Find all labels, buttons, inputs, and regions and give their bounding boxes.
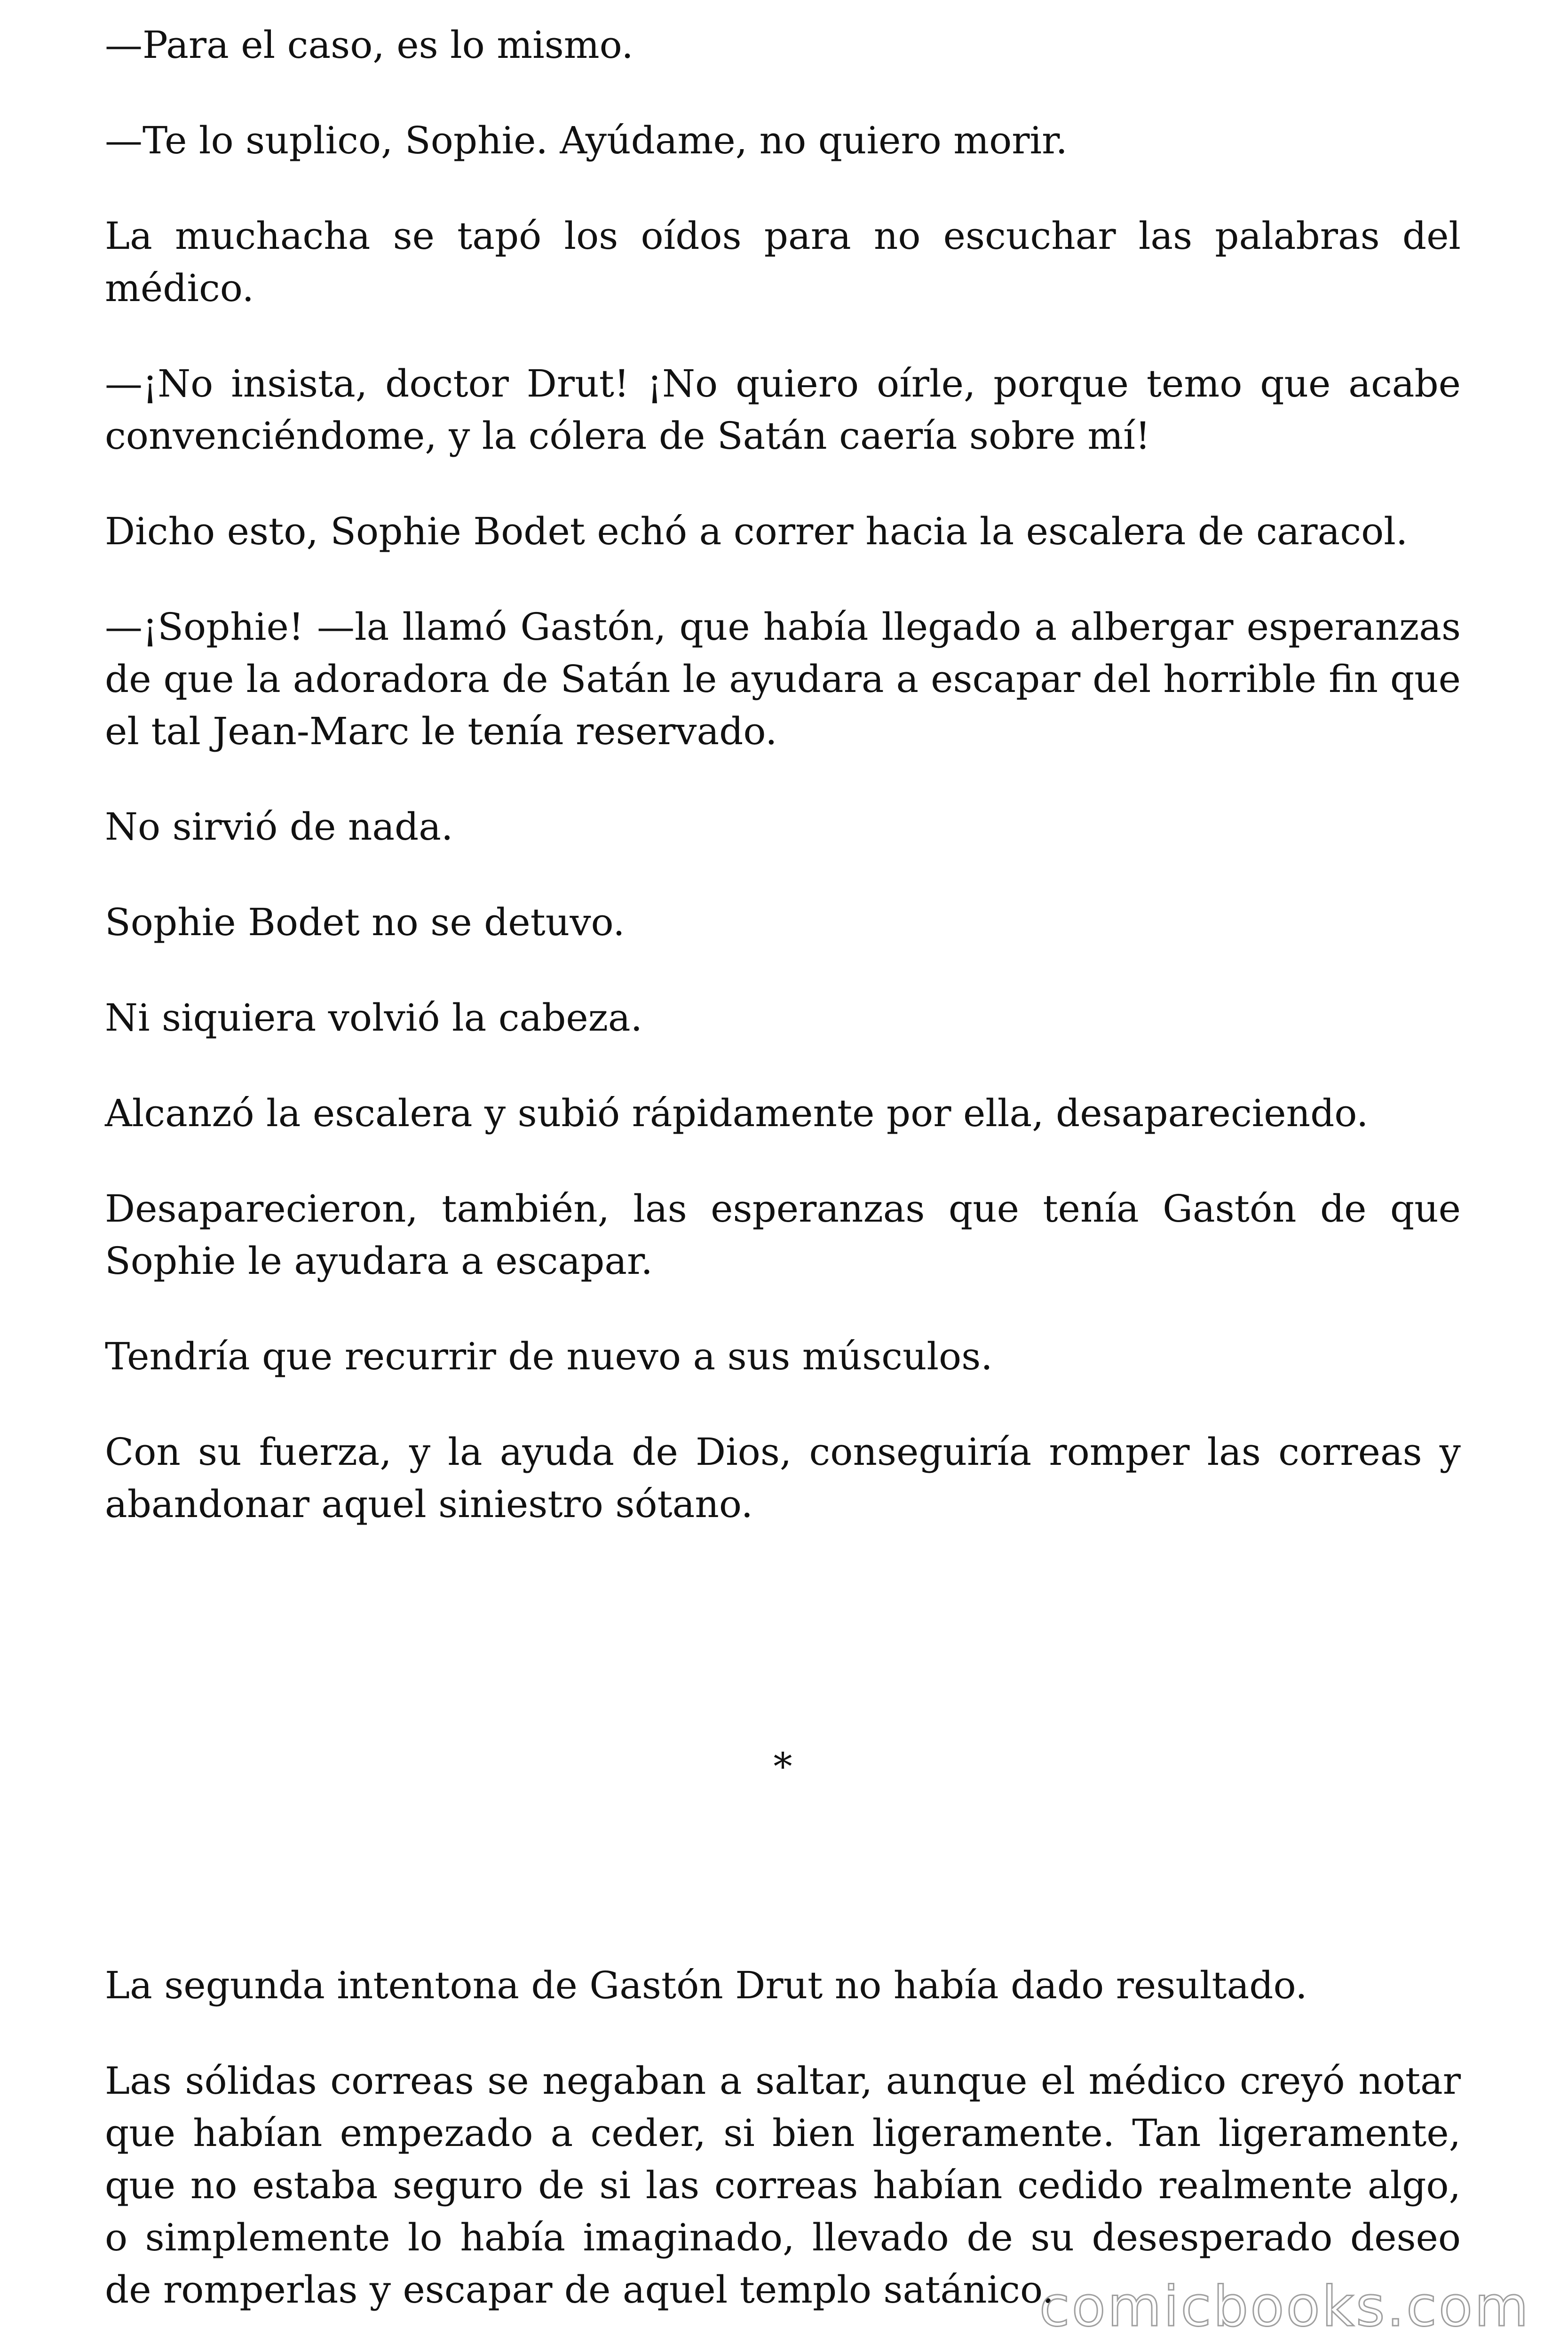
paragraph: Ni siquiera volvió la cabeza. [105, 996, 643, 1040]
paragraph: —¡Sophie! —la llamó Gastón, que había llegado a albergar esperanzas de que la adoradora de Satán le ayudara a escapar del horrible fin que el tal Jean-Marc le tenía reservado. [105, 605, 1461, 753]
section-separator [105, 1573, 1461, 1959]
paragraph: No sirvió de nada. [105, 805, 453, 849]
paragraph: La muchacha se tapó los oídos para no escuchar las palabras del médico. [105, 214, 1461, 310]
paragraph: Sophie Bodet no se detuvo. [105, 900, 625, 944]
paragraph: La segunda intentona de Gastón Drut no había dado resultado. [105, 1963, 1307, 2007]
paragraph: —Para el caso, es lo mismo. [105, 23, 634, 67]
separator-asterisk: * [773, 1744, 792, 1788]
paragraph: Con su fuerza, y la ayuda de Dios, conseguiría romper las correas y abandonar aquel siniestro sótano. [105, 1430, 1461, 1526]
paragraph: —¡No insista, doctor Drut! ¡No quiero oírle, porque temo que acabe convenciéndome, y la cólera de Satán caería sobre mí! [105, 362, 1461, 458]
paragraph: Dicho esto, Sophie Bodet echó a correr hacia la escalera de caracol. [105, 509, 1408, 553]
paragraph: Las sólidas correas se negaban a saltar, aunque el médico creyó notar que habían empezado a ceder, si bien ligeramente. Tan ligeramente, que no estaba seguro de si las correas habían cedido realmente algo, o simplemente lo había imaginado, llevado de su desesperado deseo de romperlas y escapar de aquel templo satánico. [105, 2059, 1461, 2312]
book-page [105, 19, 1461, 2352]
watermark: comicbooks.com [1039, 2274, 1530, 2339]
paragraph: Tendría que recurrir de nuevo a sus músculos. [105, 1335, 993, 1378]
paragraph: Desaparecieron, también, las esperanzas que tenía Gastón de que Sophie le ayudara a escapar. [105, 1187, 1461, 1283]
paragraph: Alcanzó la escalera y subió rápidamente por ella, desapareciendo. [105, 1091, 1369, 1135]
paragraph: —Te lo suplico, Sophie. Ayúdame, no quiero morir. [105, 119, 1068, 162]
